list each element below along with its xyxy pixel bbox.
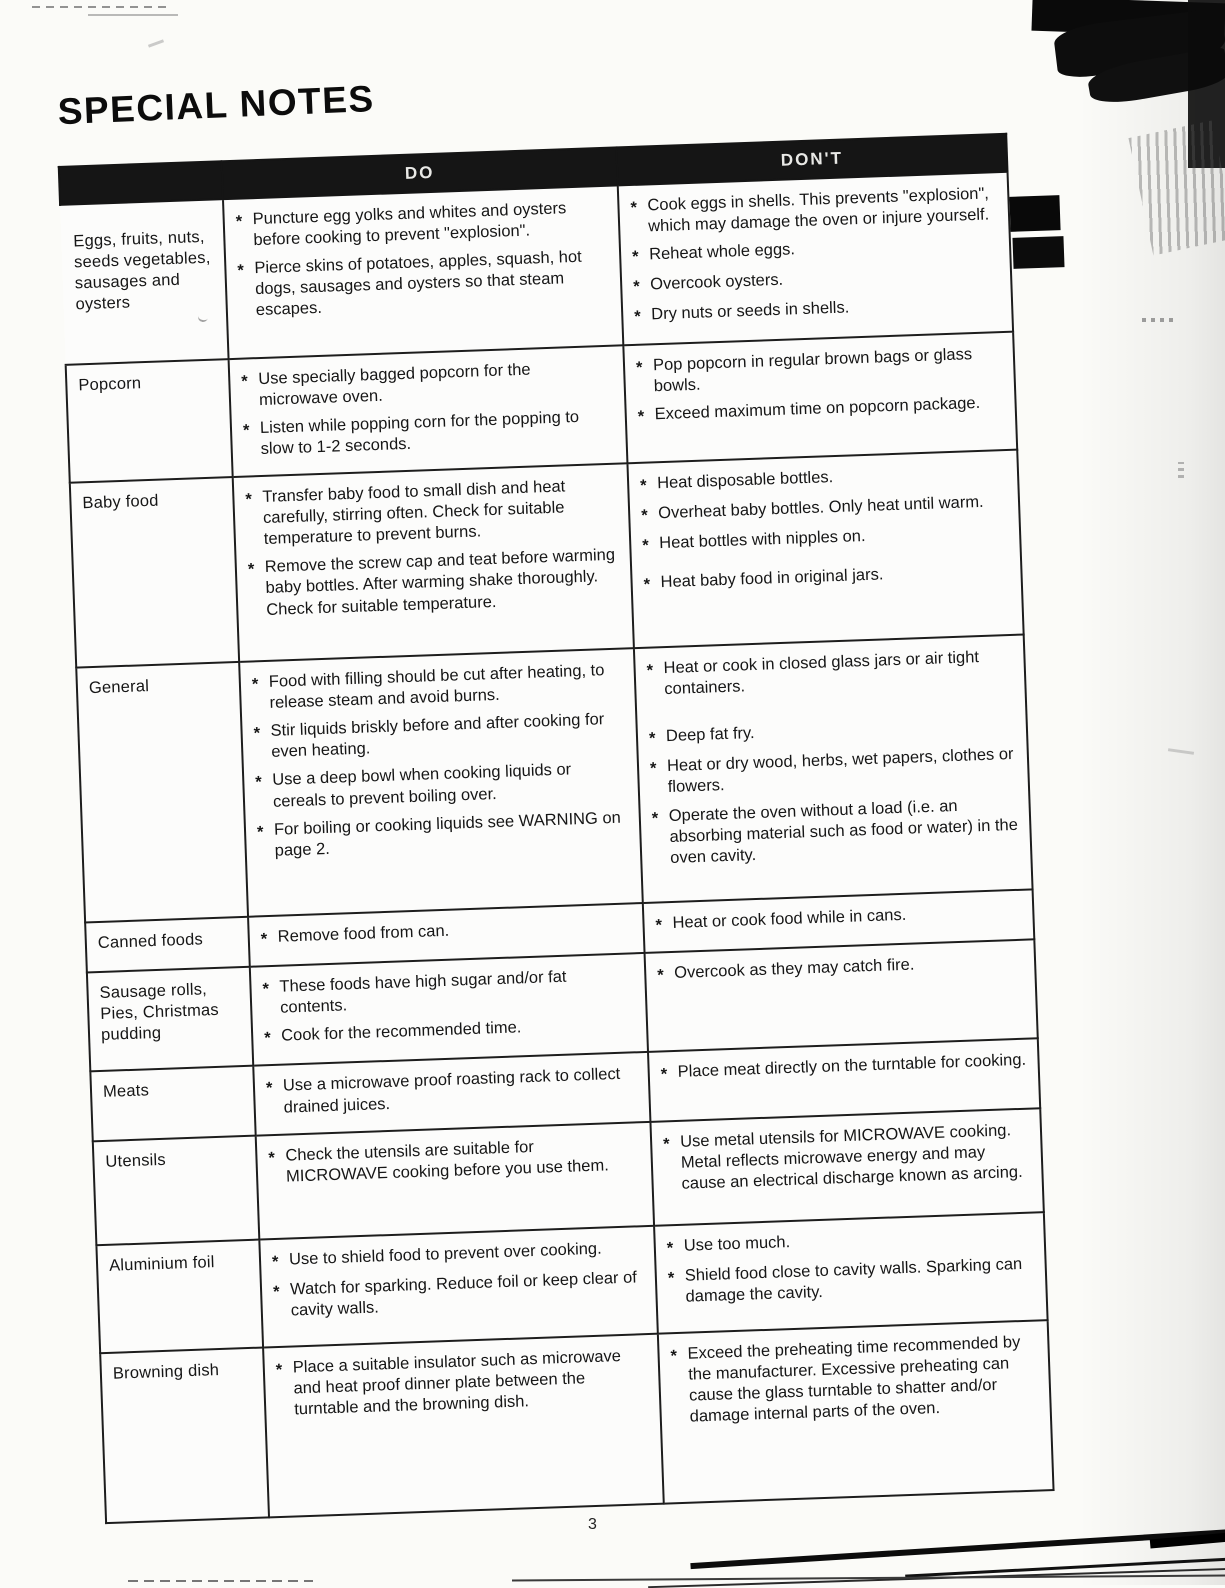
special-notes-table xyxy=(58,133,1055,1524)
dont-item xyxy=(642,521,1009,557)
dont-item xyxy=(660,1050,1027,1086)
note-text: Heat baby food in original jars. xyxy=(660,565,884,592)
note-text: Shield food close to cavity walls. Sparking can damage the cavity. xyxy=(684,1254,1023,1306)
do-item xyxy=(264,1014,636,1050)
bullet-star-icon: * xyxy=(632,278,641,297)
do-header: DO xyxy=(222,147,618,199)
bullet-star-icon: * xyxy=(657,966,665,985)
category-cell: Baby food xyxy=(70,477,239,668)
note-text: Transfer baby food to small dish and heat carefully, stirring often. Check for suitable temperature to prevent burns. xyxy=(262,477,566,549)
note-text: Remove the screw cap and teat before warming baby bottles. After warming shake thoroughly. Check for suitable temperature. xyxy=(264,546,616,619)
dont-item xyxy=(634,293,1001,329)
dont-item xyxy=(640,461,1007,497)
dont-cell xyxy=(650,1108,1043,1226)
bullet-star-icon: * xyxy=(637,407,645,426)
bullet-star-icon: * xyxy=(268,1148,276,1167)
bullet-star-icon: * xyxy=(262,980,270,999)
dont-item xyxy=(663,1119,1031,1195)
do-cell xyxy=(256,1121,654,1239)
category-cell: General xyxy=(76,662,248,923)
note-text: Use a microwave proof roasting rack to collect drained juices. xyxy=(282,1065,621,1117)
do-item xyxy=(235,197,607,252)
bullet-star-icon: * xyxy=(635,358,643,377)
bullet-star-icon: * xyxy=(256,822,264,842)
do-item xyxy=(275,1345,648,1421)
scan-artifact-curl-line xyxy=(690,1529,1225,1569)
bullet-star-icon: * xyxy=(646,661,654,680)
scanned-page xyxy=(55,54,1070,1523)
note-text: Cook for the recommended time. xyxy=(280,1018,522,1045)
note-text: Heat or dry wood, herbs, wet papers, clothes or flowers. xyxy=(666,745,1014,797)
note-text: Heat bottles with nipples on. xyxy=(658,527,866,553)
scan-artifact-curl-line xyxy=(905,1557,1225,1577)
note-text: Heat disposable bottles. xyxy=(656,468,834,493)
dont-item xyxy=(670,1331,1039,1428)
do-item xyxy=(262,964,634,1019)
dont-item xyxy=(655,901,1022,937)
bullet-star-icon: * xyxy=(237,261,245,280)
note-text: Use metal utensils for MICROWAVE cooking. Metal reflects microwave energy and may cause an electrical discharge known as arcing. xyxy=(679,1120,1023,1193)
do-item xyxy=(248,545,621,621)
dont-cell xyxy=(654,1212,1048,1334)
bullet-star-icon: * xyxy=(655,916,663,935)
do-item xyxy=(273,1267,645,1322)
bullet-star-icon: * xyxy=(275,1360,283,1379)
dont-item xyxy=(666,1223,1033,1259)
bullet-star-icon: * xyxy=(263,1029,272,1048)
note-text: Reheat whole eggs. xyxy=(648,240,796,264)
do-cell xyxy=(233,463,634,662)
scan-artifact-streaks xyxy=(1128,120,1225,255)
dont-header: DON'T xyxy=(616,134,1007,186)
do-item xyxy=(260,914,632,950)
scan-artifact-blob xyxy=(1052,8,1225,80)
bullet-star-icon: * xyxy=(247,560,255,579)
dont-cell xyxy=(645,939,1038,1052)
scan-artifact-bottom-line xyxy=(512,1575,1225,1582)
note-text: Use a deep bowl when cooking liquids or cereals to prevent boiling over. xyxy=(271,760,572,811)
note-text: Stir liquids briskly before and after cooking for even heating. xyxy=(270,710,605,762)
dont-item xyxy=(643,560,1010,596)
note-text: Pierce skins of potatoes, apples, squash, hot dogs, sausages and oysters so that steam escapes. xyxy=(254,247,582,320)
dont-cell xyxy=(658,1320,1054,1504)
scan-artifact-edge xyxy=(1188,0,1225,168)
category-cell: Browning dish xyxy=(100,1347,269,1523)
scan-artifact-dash xyxy=(32,6,172,8)
note-text: These foods have high sugar and/or fat contents. xyxy=(279,967,567,1017)
bullet-star-icon: * xyxy=(630,198,638,217)
bullet-star-icon: * xyxy=(662,1134,670,1154)
note-text: Place meat directly on the turntable for cooking. xyxy=(677,1051,1027,1082)
bullet-star-icon: * xyxy=(670,1346,678,1365)
category-cell: Sausage rolls, Pies, Christmas pudding xyxy=(87,967,253,1072)
do-item xyxy=(241,356,613,411)
bullet-star-icon: * xyxy=(649,759,657,778)
dont-item xyxy=(630,183,997,238)
bullet-star-icon: * xyxy=(642,536,650,555)
do-item xyxy=(245,475,618,551)
do-item xyxy=(237,246,610,322)
category-cell: Aluminium foil xyxy=(96,1239,263,1353)
note-text: Heat or cook in closed glass jars or air tight containers. xyxy=(663,648,980,699)
bullet-star-icon: * xyxy=(634,308,642,327)
bullet-star-icon: * xyxy=(643,575,651,595)
dont-item xyxy=(632,232,999,268)
bullet-star-icon: * xyxy=(666,1238,674,1257)
table-row xyxy=(76,635,1032,923)
bullet-star-icon: * xyxy=(245,490,253,509)
dont-item xyxy=(651,793,1019,869)
scan-artifact-bottom-dash xyxy=(128,1580,313,1582)
notes-table-body xyxy=(60,172,1053,1523)
bullet-star-icon: * xyxy=(631,247,639,267)
bullet-star-icon: * xyxy=(651,808,659,828)
do-cell xyxy=(223,185,623,358)
bullet-star-icon: * xyxy=(235,212,243,231)
bullet-star-icon: * xyxy=(255,773,263,792)
note-text: Place a suitable insulator such as microwave and heat proof dinner plate between the turntable and the browning dish. xyxy=(292,1346,622,1419)
scan-artifact-dash xyxy=(148,39,164,47)
category-cell: Meats xyxy=(90,1066,255,1141)
scan-artifact-curl-line xyxy=(1150,1533,1225,1549)
note-text: Use too much. xyxy=(683,1232,791,1255)
scan-artifact-dash xyxy=(88,14,178,16)
note-text: Puncture egg yolks and whites and oysters before cooking to prevent "explosion". xyxy=(252,199,567,250)
note-text: For boiling or cooking liquids see WARNING on page 2. xyxy=(273,808,622,860)
do-cell xyxy=(229,345,628,477)
do-item xyxy=(252,660,624,715)
page-number: 3 xyxy=(588,1516,597,1533)
dont-item xyxy=(657,951,1024,987)
note-text: Deep fat fry. xyxy=(665,724,755,746)
bullet-star-icon: * xyxy=(660,1065,668,1084)
dont-item xyxy=(646,646,1013,701)
do-item xyxy=(257,807,629,862)
note-text: Operate the oven without a load (i.e. an absorbing material such as food or water) in the oven cavity. xyxy=(668,796,1019,867)
bullet-star-icon: * xyxy=(639,476,647,495)
dont-item xyxy=(667,1253,1034,1308)
dont-item xyxy=(641,491,1008,527)
do-item xyxy=(272,1237,644,1273)
dont-cell xyxy=(634,635,1033,903)
bullet-star-icon: * xyxy=(265,1079,273,1098)
bullet-star-icon: * xyxy=(253,724,261,743)
bullet-star-icon: * xyxy=(271,1252,279,1271)
scan-artifact-blob xyxy=(1031,0,1225,37)
dont-item xyxy=(636,343,1003,398)
do-item xyxy=(255,758,627,813)
bullet-star-icon: * xyxy=(667,1268,675,1288)
bullet-star-icon: * xyxy=(251,675,259,694)
note-text: Food with filling should be cut after heating, to release steam and avoid burns. xyxy=(268,661,605,712)
note-text: Heat or cook food while in cans. xyxy=(672,905,907,932)
dont-cell xyxy=(627,450,1023,648)
note-text: Overheat baby bottles. Only heat until warm. xyxy=(657,492,984,523)
note-text: Pop popcorn in regular brown bags or glass bowls. xyxy=(652,344,973,395)
dont-item xyxy=(650,744,1017,799)
category-cell: Utensils xyxy=(93,1135,260,1245)
note-text: Dry nuts or seeds in shells. xyxy=(650,298,850,324)
bullet-star-icon: * xyxy=(241,372,249,391)
do-cell xyxy=(239,648,643,917)
bullet-star-icon: * xyxy=(260,930,268,949)
scan-artifact-blob xyxy=(1086,46,1225,108)
note-text: Overcook oysters. xyxy=(649,271,784,294)
note-text: Overcook as they may catch fire. xyxy=(673,955,915,983)
page-title: SPECIAL NOTES xyxy=(56,78,376,133)
note-text: Cook eggs in shells. This prevents "explosion", which may damage the oven or injure yourself. xyxy=(647,184,990,236)
bullet-star-icon: * xyxy=(640,506,649,525)
do-cell xyxy=(250,953,648,1066)
dont-item xyxy=(633,263,1000,299)
note-text: Watch for sparking. Reduce foil or keep clear of cavity walls. xyxy=(289,1268,638,1320)
bullet-star-icon: * xyxy=(242,421,250,440)
table-row xyxy=(70,450,1024,668)
do-item xyxy=(266,1064,638,1119)
category-header-cell xyxy=(59,161,223,205)
scan-artifact-dots xyxy=(1178,462,1184,478)
scan-artifact-dots xyxy=(1168,748,1194,755)
note-text: Use specially bagged popcorn for the microwave oven. xyxy=(257,360,531,409)
table-row xyxy=(100,1320,1053,1523)
note-text: Exceed the preheating time recommended by the manufacturer. Excessive preheating can cause the glass turntable to shatter and/or damage internal parts of the oven. xyxy=(687,1332,1021,1426)
bullet-star-icon: * xyxy=(272,1282,280,1301)
note-text: Check the utensils are suitable for MICROWAVE cooking before you use them. xyxy=(285,1137,610,1186)
note-text: Use to shield food to prevent over cooking. xyxy=(288,1239,602,1269)
do-item xyxy=(253,709,625,764)
do-cell xyxy=(263,1333,664,1517)
category-cell: Canned foods xyxy=(85,917,250,973)
do-cell xyxy=(259,1225,658,1347)
category-cell: Eggs, fruits, nuts, seeds vegetables, sausages and oysters xyxy=(60,199,228,364)
scan-artifact-dots xyxy=(1142,318,1176,322)
do-item xyxy=(268,1133,640,1188)
do-item xyxy=(243,405,615,460)
dont-item xyxy=(649,714,1016,750)
note-text: Listen while popping corn for the popping to slow to 1-2 seconds. xyxy=(259,407,580,458)
bullet-star-icon: * xyxy=(648,729,656,748)
dont-item xyxy=(637,392,1004,428)
dont-cell xyxy=(618,172,1013,345)
category-cell: Popcorn xyxy=(66,359,233,483)
note-text: Remove food from can. xyxy=(277,921,450,946)
dont-cell xyxy=(623,331,1017,463)
note-text: Exceed maximum time on popcorn package. xyxy=(654,393,981,424)
